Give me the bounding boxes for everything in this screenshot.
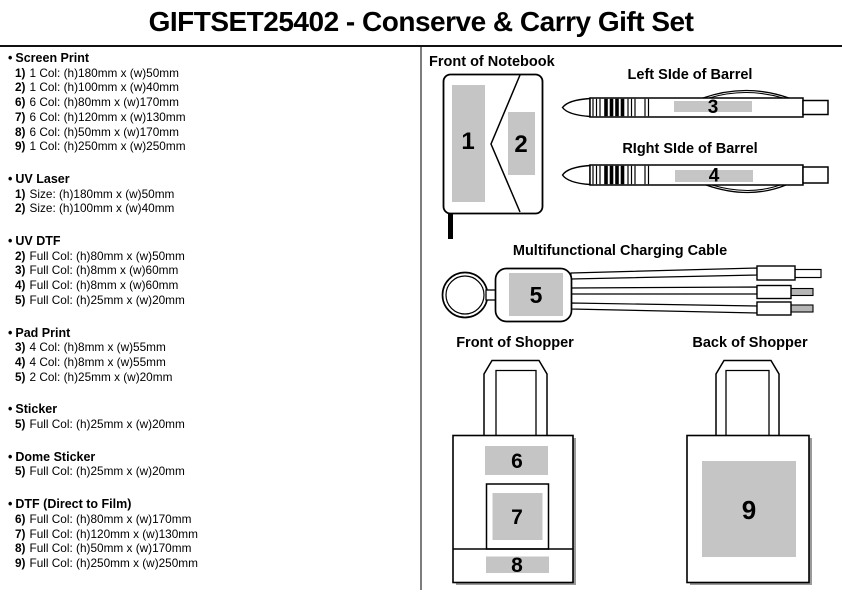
spec-item-size: Full Col: (h)25mm x (w)20mm — [29, 464, 185, 479]
bullet-icon: • — [8, 51, 13, 65]
spec-section — [8, 497, 413, 571]
spec-section — [8, 51, 413, 154]
print-specs-list — [8, 51, 413, 589]
plug-tip-top — [795, 270, 821, 278]
spec-item — [8, 556, 413, 571]
spec-item — [8, 66, 413, 81]
spec-item — [8, 355, 413, 370]
spec-item — [8, 370, 413, 385]
panel-divider — [420, 47, 422, 590]
spec-item-size: 1 Col: (h)250mm x (w)250mm — [29, 139, 186, 154]
spec-item-size: Full Col: (h)25mm x (w)20mm — [29, 292, 185, 307]
spec-section-name: Pad Print — [15, 325, 71, 340]
cable-label: Multifunctional Charging Cable — [512, 243, 728, 259]
spec-item-number: 5) — [15, 464, 26, 479]
spec-item — [8, 187, 413, 202]
spec-item-number: 7) — [15, 109, 26, 124]
spec-item-number: 2) — [15, 248, 26, 263]
connector-top — [757, 266, 795, 280]
zone-number-9: 9 — [741, 495, 757, 525]
spec-section-title — [8, 402, 413, 417]
pen-clicker — [803, 101, 828, 115]
spec-section-title — [8, 51, 413, 66]
spec-item-size: 2 Col: (h)25mm x (w)20mm — [29, 369, 173, 384]
spec-item-size: Full Col: (h)8mm x (w)60mm — [29, 263, 179, 278]
spec-item-size: Full Col: (h)25mm x (w)20mm — [29, 417, 185, 432]
zone-number-6: 6 — [511, 450, 523, 473]
spec-item-number: 1) — [15, 186, 26, 201]
spec-section-title — [8, 326, 413, 341]
notebook-bookmark — [448, 213, 453, 239]
connector-middle — [757, 286, 791, 299]
bullet-icon: • — [8, 234, 13, 249]
spec-item-size: 6 Col: (h)120mm x (w)130mm — [29, 109, 186, 124]
spec-item — [8, 527, 413, 542]
shopper-front-diagram — [450, 355, 580, 587]
spec-item-number: 8) — [15, 124, 26, 139]
bullet-icon: • — [8, 325, 13, 340]
spec-item — [8, 201, 413, 216]
zone-number-4: 4 — [708, 165, 720, 187]
notebook-label: Front of Notebook — [429, 54, 555, 70]
cable-strand-top — [571, 268, 757, 279]
spec-section-name: Screen Print — [15, 51, 90, 65]
spec-section-title — [8, 172, 413, 187]
spec-item — [8, 541, 413, 556]
pen-tip — [563, 99, 591, 117]
spec-item — [8, 249, 413, 264]
spec-item-number: 2) — [15, 201, 26, 216]
shopper-back-diagram — [684, 355, 816, 587]
spec-section-name: Sticker — [15, 402, 58, 417]
bullet-icon: • — [8, 171, 13, 186]
spec-item — [8, 80, 413, 95]
bullet-icon: • — [8, 402, 13, 417]
cable-diagram — [440, 262, 835, 324]
keyring — [443, 273, 488, 318]
spec-item — [8, 263, 413, 278]
cable-link — [486, 290, 496, 300]
zone-number-3: 3 — [707, 97, 719, 118]
spec-section-title — [8, 234, 413, 249]
pen-left-diagram — [556, 86, 836, 128]
spec-item — [8, 278, 413, 293]
shopper-back-label: Back of Shopper — [692, 335, 808, 351]
spec-item-number: 7) — [15, 526, 26, 541]
spec-item-size: Full Col: (h)80mm x (w)170mm — [29, 511, 192, 526]
cable-strand-bottom — [571, 303, 757, 313]
spec-item — [8, 417, 413, 432]
pen-tip — [563, 166, 591, 185]
spec-section — [8, 234, 413, 308]
cable-strand-middle — [571, 287, 757, 294]
spec-item-size: 1 Col: (h)180mm x (w)50mm — [29, 65, 179, 80]
pen-right-diagram — [556, 155, 836, 201]
plug-tip-bottom — [791, 305, 813, 312]
zone-number-7: 7 — [511, 506, 523, 529]
spec-item-size: 4 Col: (h)8mm x (w)55mm — [29, 354, 166, 369]
spec-item — [8, 340, 413, 355]
spec-item — [8, 95, 413, 110]
spec-section — [8, 402, 413, 431]
spec-item — [8, 464, 413, 479]
spec-item-size: Size: (h)180mm x (w)50mm — [29, 186, 175, 201]
zone-number-2: 2 — [514, 131, 528, 158]
spec-item-size: Full Col: (h)120mm x (w)130mm — [29, 526, 198, 541]
page-title: GIFTSET25402 - Conserve & Carry Gift Set — [148, 6, 694, 37]
pen-clicker — [803, 167, 828, 183]
plug-tip-middle — [791, 289, 813, 296]
bag-handle — [484, 361, 547, 437]
spec-item-number: 5) — [15, 369, 26, 384]
spec-item — [8, 110, 413, 125]
spec-item-size: Full Col: (h)250mm x (w)250mm — [29, 555, 198, 570]
spec-item-size: 4 Col: (h)8mm x (w)55mm — [29, 340, 166, 355]
spec-section-title — [8, 450, 413, 465]
zone-number-8: 8 — [511, 554, 523, 577]
spec-item-number: 4) — [15, 278, 26, 293]
spec-item-number: 6) — [15, 95, 26, 110]
spec-item-number: 9) — [15, 555, 26, 570]
spec-item-number: 9) — [15, 139, 26, 154]
spec-item-number: 6) — [15, 511, 26, 526]
spec-item — [8, 293, 413, 308]
spec-item-size: Full Col: (h)50mm x (w)170mm — [29, 541, 192, 556]
zone-number-5: 5 — [529, 282, 543, 308]
spec-item-size: 6 Col: (h)50mm x (w)170mm — [29, 124, 179, 139]
spec-section — [8, 326, 413, 385]
spec-section-name: DTF (Direct to Film) — [15, 497, 132, 512]
bullet-icon: • — [8, 497, 13, 512]
spec-section — [8, 172, 413, 216]
spec-item-size: 1 Col: (h)100mm x (w)40mm — [29, 80, 179, 95]
spec-section-name: UV Laser — [15, 171, 70, 186]
spec-item — [8, 139, 413, 154]
spec-item-number: 5) — [15, 417, 26, 432]
spec-item-number: 3) — [15, 263, 26, 278]
notebook-diagram — [442, 73, 546, 241]
spec-item-number: 8) — [15, 541, 26, 556]
connector-bottom — [757, 302, 791, 315]
spec-section — [8, 450, 413, 479]
spec-section-name: UV DTF — [15, 234, 61, 249]
spec-item-number: 1) — [15, 65, 26, 80]
spec-item-number: 4) — [15, 354, 26, 369]
pen-right-label: RIght SIde of Barrel — [622, 141, 758, 157]
bullet-icon: • — [8, 449, 13, 464]
spec-item-number: 3) — [15, 340, 26, 355]
spec-item-size: Size: (h)100mm x (w)40mm — [29, 201, 175, 216]
spec-item-size: Full Col: (h)8mm x (w)60mm — [29, 278, 179, 293]
spec-item-number: 2) — [15, 80, 26, 95]
spec-section-name: Dome Sticker — [15, 449, 96, 464]
spec-item — [8, 125, 413, 140]
spec-section-title — [8, 497, 413, 512]
spec-item — [8, 512, 413, 527]
shopper-front-label: Front of Shopper — [456, 335, 574, 351]
spec-item-number: 5) — [15, 292, 26, 307]
spec-item-size: Full Col: (h)80mm x (w)50mm — [29, 248, 185, 263]
spec-item-size: 6 Col: (h)80mm x (w)170mm — [29, 95, 179, 110]
pen-left-label: Left SIde of Barrel — [627, 67, 753, 83]
zone-number-1: 1 — [461, 128, 475, 155]
